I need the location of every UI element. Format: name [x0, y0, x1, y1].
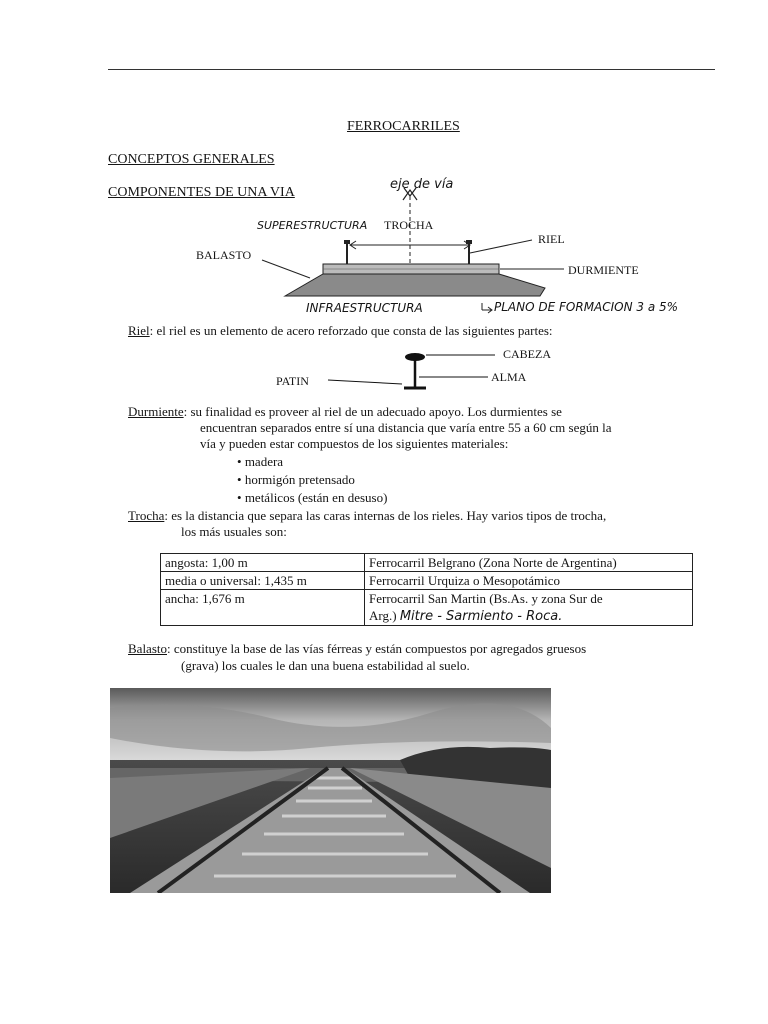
label-riel: RIEL: [538, 232, 565, 246]
trocha-table: [160, 553, 693, 626]
riel-term: Riel: [128, 323, 150, 338]
railway-track-photo: [110, 688, 551, 893]
durmiente-term: Durmiente: [128, 404, 184, 419]
trocha-line1: : es la distancia que separa las caras internas de los rieles. Hay varios tipos de trocha,: [164, 508, 607, 523]
label-trocha: TROCHA: [384, 218, 434, 232]
railway-name-continued: Arg.) Mitre - Sarmiento - Roca.: [369, 608, 563, 624]
trocha-term: Trocha: [128, 508, 165, 523]
handwritten-note: Mitre - Sarmiento - Roca.: [399, 609, 563, 624]
trocha-paragraph-line1: [128, 507, 606, 524]
label-cabeza: CABEZA: [503, 347, 551, 361]
balasto-paragraph-line1: [128, 640, 586, 657]
balasto-line2: (grava) los cuales le dan una buena estabilidad al suelo.: [181, 658, 470, 673]
table-cell: Ferrocarril Urquiza o Mesopotámico: [365, 572, 693, 590]
rail-profile-diagram: [320, 348, 510, 396]
material-item: • metálicos (están en desuso): [237, 490, 388, 505]
table-cell: ancha: 1,676 m: [161, 590, 365, 626]
label-patin: PATIN: [276, 374, 309, 388]
material-item: • hormigón pretensado: [237, 472, 355, 487]
table-row: [161, 554, 693, 572]
top-rule: [108, 69, 715, 70]
trocha-line2: los más usuales son:: [181, 524, 287, 539]
durmiente-line2: encuentran separados entre sí una distancia que varía entre 55 a 60 cm según la: [200, 420, 612, 435]
table-row: [161, 590, 693, 626]
heading-conceptos: CONCEPTOS GENERALES: [108, 152, 275, 167]
table-cell: Ferrocarril Belgrano (Zona Norte de Argentina): [365, 554, 693, 572]
label-alma: ALMA: [491, 370, 527, 384]
page-title: FERROCARRILES: [347, 119, 460, 134]
durmiente-line1: : su finalidad es proveer al riel de un adecuado apoyo. Los durmientes se: [183, 404, 562, 419]
table-cell: [365, 590, 693, 626]
balasto-line1: : constituye la base de las vías férreas y están compuestos por agregados gruesos: [167, 641, 587, 656]
durmiente-line3: vía y pueden estar compuestos de los siguientes materiales:: [200, 436, 509, 451]
track-section-diagram: [260, 168, 720, 318]
label-balasto: BALASTO: [196, 248, 252, 262]
heading-componentes: COMPONENTES DE UNA VIA: [108, 185, 295, 200]
riel-text: : el riel es un elemento de acero reforzado que consta de las siguientes partes:: [149, 323, 553, 338]
label-superestructura: SUPERESTRUCTURA: [257, 219, 368, 232]
riel-paragraph: [128, 322, 553, 339]
label-durmiente: DURMIENTE: [568, 263, 639, 277]
table-cell: media o universal: 1,435 m: [161, 572, 365, 590]
table-cell: angosta: 1,00 m: [161, 554, 365, 572]
label-infraestructura: INFRAESTRUCTURA: [306, 301, 423, 315]
durmiente-paragraph-line1: [128, 403, 562, 420]
label-plano-formacion: PLANO DE FORMACION 3 a 5%: [494, 300, 679, 314]
material-item: • madera: [237, 454, 284, 469]
table-row: [161, 572, 693, 590]
balasto-term: Balasto: [128, 641, 167, 656]
label-eje-via: eje de vía: [390, 177, 454, 192]
railway-name: Ferrocarril San Martin (Bs.As. y zona Sur de: [369, 591, 603, 606]
